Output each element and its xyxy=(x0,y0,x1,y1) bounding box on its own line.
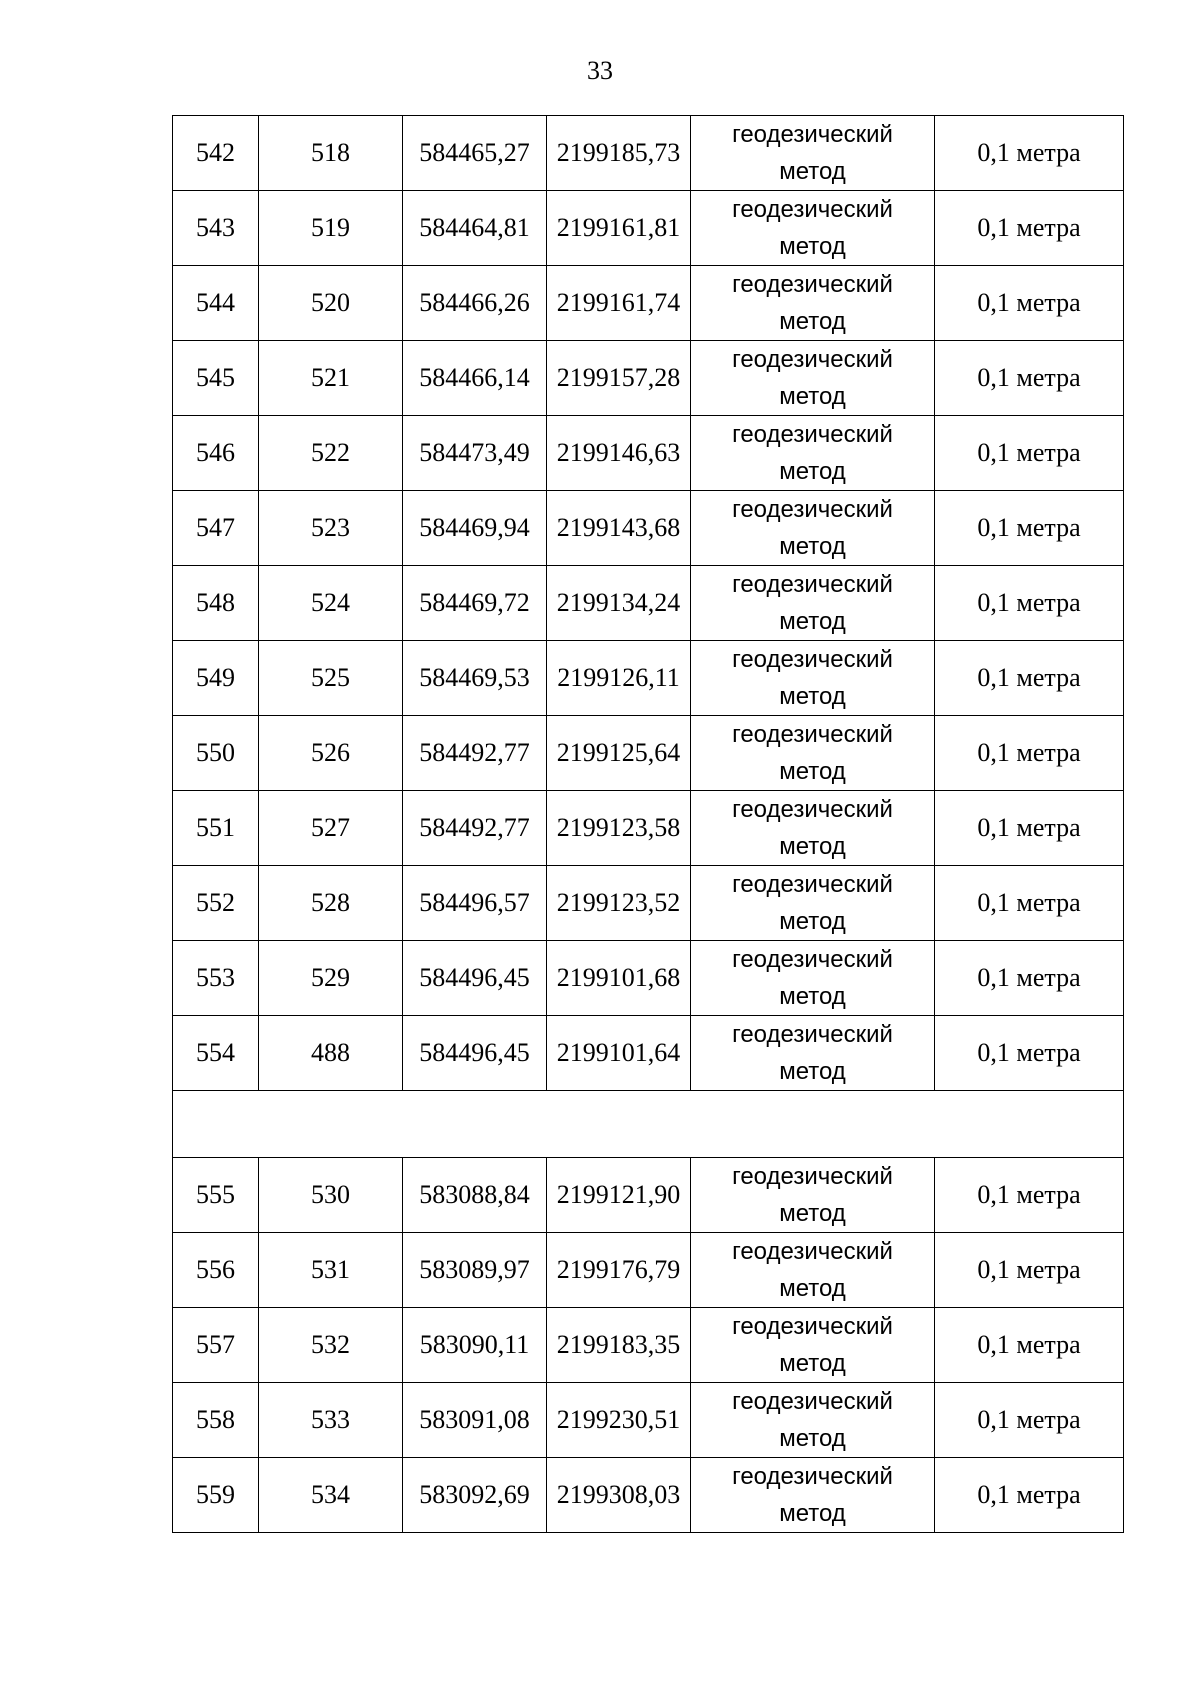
cell-method xyxy=(691,791,935,866)
cell-method xyxy=(691,716,935,791)
table-row xyxy=(173,341,1124,416)
cell-coordinate-x: 584469,94 xyxy=(403,491,547,566)
cell-coordinate-x: 584473,49 xyxy=(403,416,547,491)
method-line-2: метод xyxy=(779,758,846,785)
table-row xyxy=(173,1158,1124,1233)
cell-coordinate-x: 584496,57 xyxy=(403,866,547,941)
table-row xyxy=(173,941,1124,1016)
cell-coordinate-y: 2199101,68 xyxy=(547,941,691,1016)
cell-point-number: 533 xyxy=(259,1383,403,1458)
cell-point-number: 527 xyxy=(259,791,403,866)
cell-point-number: 523 xyxy=(259,491,403,566)
table-row xyxy=(173,1016,1124,1091)
cell-coordinate-y: 2199123,58 xyxy=(547,791,691,866)
cell-point-number: 519 xyxy=(259,191,403,266)
cell-row-number: 543 xyxy=(173,191,259,266)
cell-row-number: 557 xyxy=(173,1308,259,1383)
cell-row-number: 554 xyxy=(173,1016,259,1091)
cell-point-number: 531 xyxy=(259,1233,403,1308)
cell-coordinate-y: 2199185,73 xyxy=(547,116,691,191)
cell-method xyxy=(691,1383,935,1458)
cell-point-number: 532 xyxy=(259,1308,403,1383)
cell-accuracy: 0,1 метра xyxy=(935,1233,1124,1308)
section-separator-row xyxy=(173,1091,1124,1158)
cell-accuracy: 0,1 метра xyxy=(935,716,1124,791)
cell-coordinate-x: 583089,97 xyxy=(403,1233,547,1308)
method-line-2: метод xyxy=(779,983,846,1010)
table-row xyxy=(173,866,1124,941)
table-row xyxy=(173,1383,1124,1458)
cell-coordinate-x: 583092,69 xyxy=(403,1458,547,1533)
cell-accuracy: 0,1 метра xyxy=(935,566,1124,641)
cell-point-number: 488 xyxy=(259,1016,403,1091)
cell-row-number: 544 xyxy=(173,266,259,341)
cell-accuracy: 0,1 метра xyxy=(935,1016,1124,1091)
cell-point-number: 526 xyxy=(259,716,403,791)
cell-row-number: 549 xyxy=(173,641,259,716)
cell-row-number: 552 xyxy=(173,866,259,941)
cell-point-number: 520 xyxy=(259,266,403,341)
cell-point-number: 529 xyxy=(259,941,403,1016)
method-line-2: метод xyxy=(779,533,846,560)
method-line-1: геодезический xyxy=(732,271,893,298)
table-row xyxy=(173,641,1124,716)
method-line-1: геодезический xyxy=(732,1238,893,1265)
method-line-1: геодезический xyxy=(732,871,893,898)
cell-point-number: 530 xyxy=(259,1158,403,1233)
coordinates-table-body xyxy=(173,116,1124,1533)
table-row xyxy=(173,1233,1124,1308)
cell-row-number: 553 xyxy=(173,941,259,1016)
cell-accuracy: 0,1 метра xyxy=(935,1383,1124,1458)
cell-coordinate-y: 2199308,03 xyxy=(547,1458,691,1533)
cell-coordinate-y: 2199230,51 xyxy=(547,1383,691,1458)
cell-row-number: 550 xyxy=(173,716,259,791)
cell-coordinate-y: 2199134,24 xyxy=(547,566,691,641)
cell-accuracy: 0,1 метра xyxy=(935,1458,1124,1533)
cell-coordinate-y: 2199161,81 xyxy=(547,191,691,266)
cell-coordinate-x: 584466,14 xyxy=(403,341,547,416)
cell-coordinate-x: 584469,53 xyxy=(403,641,547,716)
cell-coordinate-y: 2199126,11 xyxy=(547,641,691,716)
cell-row-number: 551 xyxy=(173,791,259,866)
section-separator-cell xyxy=(173,1091,1124,1158)
cell-coordinate-y: 2199157,28 xyxy=(547,341,691,416)
cell-coordinate-y: 2199183,35 xyxy=(547,1308,691,1383)
method-line-2: метод xyxy=(779,1275,846,1302)
method-line-1: геодезический xyxy=(732,496,893,523)
table-row xyxy=(173,266,1124,341)
cell-coordinate-y: 2199101,64 xyxy=(547,1016,691,1091)
method-line-2: метод xyxy=(779,833,846,860)
cell-coordinate-y: 2199161,74 xyxy=(547,266,691,341)
cell-coordinate-y: 2199121,90 xyxy=(547,1158,691,1233)
method-line-2: метод xyxy=(779,308,846,335)
cell-coordinate-x: 584465,27 xyxy=(403,116,547,191)
cell-point-number: 528 xyxy=(259,866,403,941)
cell-row-number: 559 xyxy=(173,1458,259,1533)
cell-row-number: 545 xyxy=(173,341,259,416)
cell-method xyxy=(691,116,935,191)
cell-point-number: 521 xyxy=(259,341,403,416)
method-line-2: метод xyxy=(779,458,846,485)
method-line-2: метод xyxy=(779,1425,846,1452)
cell-coordinate-x: 584496,45 xyxy=(403,941,547,1016)
method-line-1: геодезический xyxy=(732,196,893,223)
method-line-1: геодезический xyxy=(732,346,893,373)
cell-row-number: 546 xyxy=(173,416,259,491)
coordinates-table xyxy=(172,115,1124,1533)
cell-row-number: 556 xyxy=(173,1233,259,1308)
cell-method xyxy=(691,191,935,266)
cell-accuracy: 0,1 метра xyxy=(935,866,1124,941)
cell-coordinate-y: 2199125,64 xyxy=(547,716,691,791)
cell-coordinate-y: 2199143,68 xyxy=(547,491,691,566)
method-line-2: метод xyxy=(779,383,846,410)
cell-method xyxy=(691,491,935,566)
cell-coordinate-y: 2199123,52 xyxy=(547,866,691,941)
method-line-2: метод xyxy=(779,1500,846,1527)
table-row xyxy=(173,416,1124,491)
cell-accuracy: 0,1 метра xyxy=(935,941,1124,1016)
table-row xyxy=(173,116,1124,191)
cell-accuracy: 0,1 метра xyxy=(935,791,1124,866)
table-row xyxy=(173,191,1124,266)
method-line-2: метод xyxy=(779,1350,846,1377)
method-line-2: метод xyxy=(779,1058,846,1085)
table-row xyxy=(173,566,1124,641)
method-line-2: метод xyxy=(779,1200,846,1227)
method-line-2: метод xyxy=(779,908,846,935)
cell-coordinate-x: 584464,81 xyxy=(403,191,547,266)
cell-accuracy: 0,1 метра xyxy=(935,416,1124,491)
method-line-1: геодезический xyxy=(732,421,893,448)
method-line-1: геодезический xyxy=(732,121,893,148)
cell-point-number: 525 xyxy=(259,641,403,716)
cell-row-number: 548 xyxy=(173,566,259,641)
table-row xyxy=(173,1458,1124,1533)
cell-method xyxy=(691,1458,935,1533)
method-line-2: метод xyxy=(779,233,846,260)
method-line-1: геодезический xyxy=(732,1463,893,1490)
method-line-2: метод xyxy=(779,683,846,710)
cell-method xyxy=(691,566,935,641)
method-line-1: геодезический xyxy=(732,1163,893,1190)
method-line-1: геодезический xyxy=(732,796,893,823)
cell-method xyxy=(691,941,935,1016)
cell-method xyxy=(691,1158,935,1233)
cell-method xyxy=(691,1233,935,1308)
cell-row-number: 555 xyxy=(173,1158,259,1233)
cell-point-number: 534 xyxy=(259,1458,403,1533)
cell-accuracy: 0,1 метра xyxy=(935,341,1124,416)
cell-method xyxy=(691,1308,935,1383)
method-line-1: геодезический xyxy=(732,1313,893,1340)
table-row xyxy=(173,716,1124,791)
cell-point-number: 524 xyxy=(259,566,403,641)
cell-accuracy: 0,1 метра xyxy=(935,1308,1124,1383)
method-line-1: геодезический xyxy=(732,946,893,973)
cell-coordinate-x: 584469,72 xyxy=(403,566,547,641)
cell-coordinate-x: 583088,84 xyxy=(403,1158,547,1233)
cell-coordinate-y: 2199146,63 xyxy=(547,416,691,491)
method-line-2: метод xyxy=(779,608,846,635)
cell-coordinate-x: 584492,77 xyxy=(403,716,547,791)
table-row xyxy=(173,791,1124,866)
method-line-1: геодезический xyxy=(732,1388,893,1415)
page-number: 33 xyxy=(587,56,613,85)
cell-coordinate-y: 2199176,79 xyxy=(547,1233,691,1308)
table-row xyxy=(173,1308,1124,1383)
cell-method xyxy=(691,641,935,716)
cell-point-number: 518 xyxy=(259,116,403,191)
cell-method xyxy=(691,1016,935,1091)
method-line-2: метод xyxy=(779,158,846,185)
cell-row-number: 547 xyxy=(173,491,259,566)
cell-point-number: 522 xyxy=(259,416,403,491)
cell-coordinate-x: 583090,11 xyxy=(403,1308,547,1383)
cell-accuracy: 0,1 метра xyxy=(935,191,1124,266)
method-line-1: геодезический xyxy=(732,721,893,748)
cell-coordinate-x: 584496,45 xyxy=(403,1016,547,1091)
cell-coordinate-x: 584466,26 xyxy=(403,266,547,341)
method-line-1: геодезический xyxy=(732,571,893,598)
cell-coordinate-x: 584492,77 xyxy=(403,791,547,866)
cell-accuracy: 0,1 метра xyxy=(935,116,1124,191)
cell-row-number: 558 xyxy=(173,1383,259,1458)
cell-accuracy: 0,1 метра xyxy=(935,641,1124,716)
method-line-1: геодезический xyxy=(732,646,893,673)
cell-accuracy: 0,1 метра xyxy=(935,266,1124,341)
cell-accuracy: 0,1 метра xyxy=(935,1158,1124,1233)
method-line-1: геодезический xyxy=(732,1021,893,1048)
cell-method xyxy=(691,266,935,341)
cell-method xyxy=(691,416,935,491)
cell-accuracy: 0,1 метра xyxy=(935,491,1124,566)
cell-method xyxy=(691,866,935,941)
cell-method xyxy=(691,341,935,416)
table-row xyxy=(173,491,1124,566)
cell-coordinate-x: 583091,08 xyxy=(403,1383,547,1458)
cell-row-number: 542 xyxy=(173,116,259,191)
